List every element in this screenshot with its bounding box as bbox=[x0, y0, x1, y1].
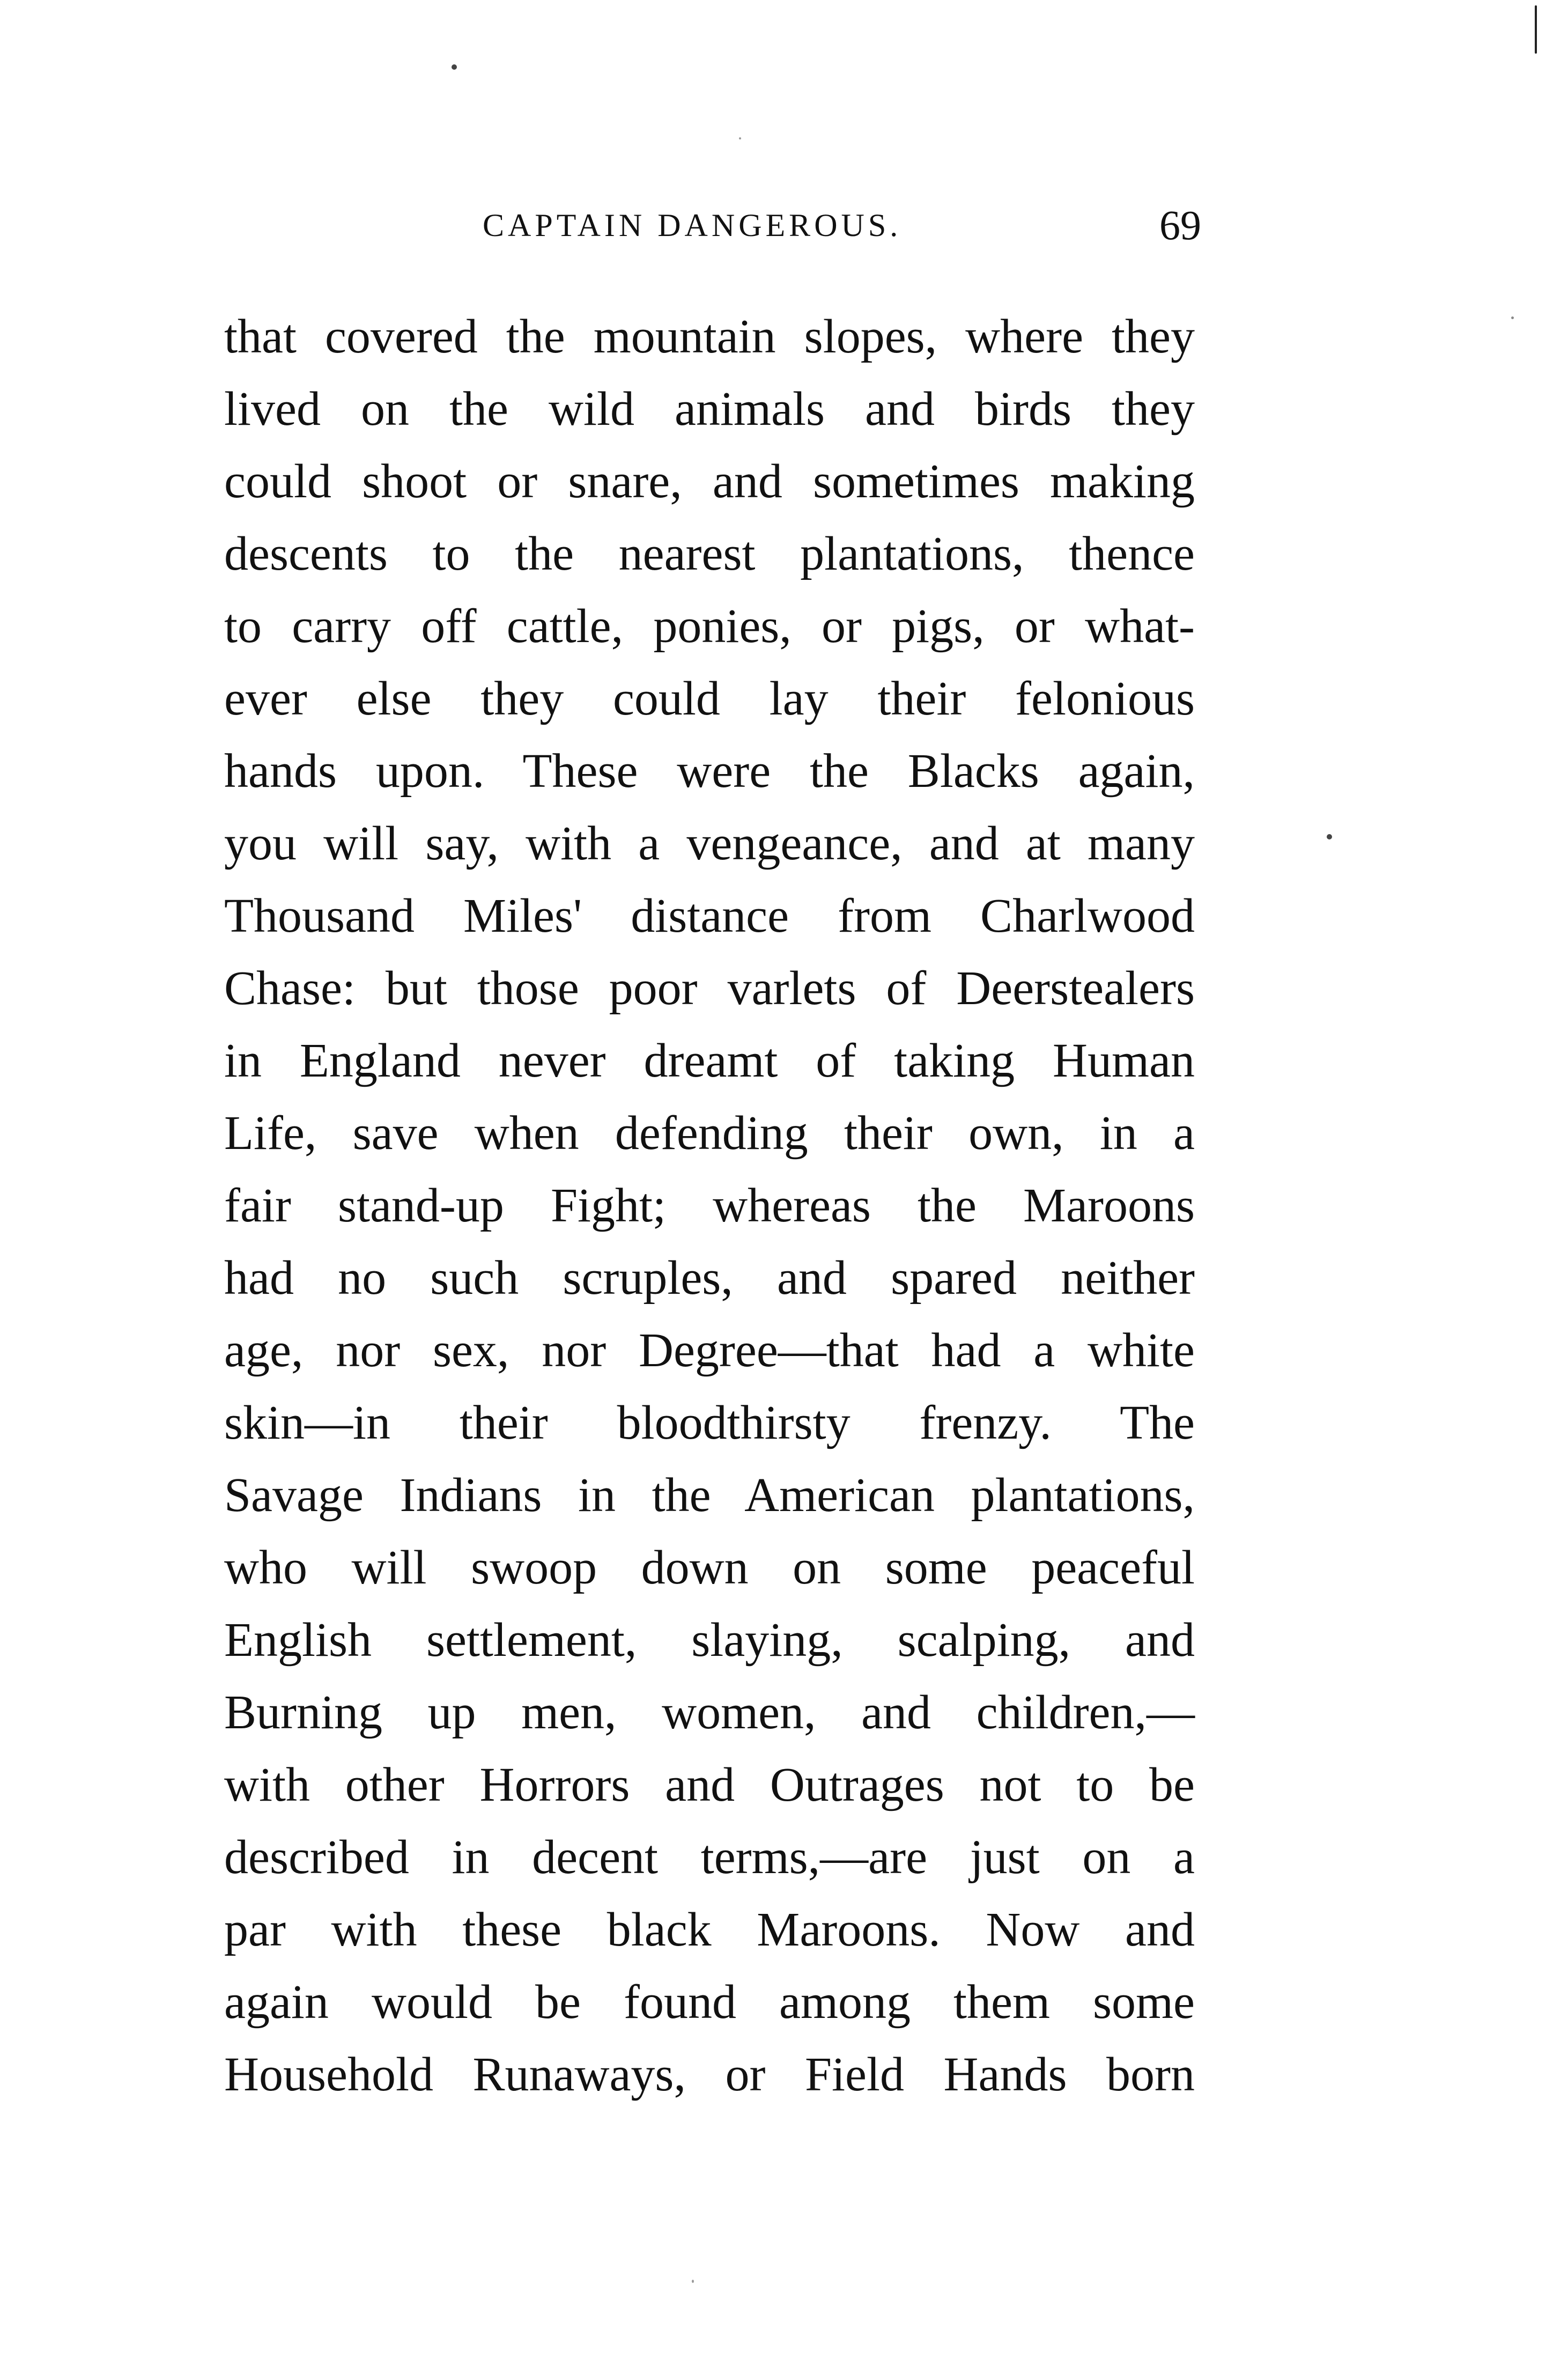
text-line: could shoot or snare, and sometimes making bbox=[224, 455, 1195, 508]
text-line: age, nor sex, nor Degree—that had a white bbox=[224, 1324, 1195, 1377]
running-title: CAPTAIN DANGEROUS. bbox=[483, 208, 902, 243]
text-line: who will swoop down on some peaceful bbox=[224, 1541, 1195, 1594]
text-line: Burning up men, women, and children,— bbox=[224, 1686, 1195, 1739]
text-line: English settlement, slaying, scalping, and bbox=[224, 1613, 1195, 1667]
text-line: par with these black Maroons. Now and bbox=[224, 1903, 1195, 1956]
text-line: Thousand Miles' distance from Charlwood bbox=[224, 889, 1195, 942]
text-line: to carry off cattle, ponies, or pigs, or what- bbox=[224, 600, 1195, 653]
body-text bbox=[224, 300, 1195, 2111]
text-line: Savage Indians in the American plantations, bbox=[224, 1469, 1195, 1522]
text-line: in England never dreamt of taking Human bbox=[224, 1034, 1195, 1087]
text-line: had no such scruples, and spared neither bbox=[224, 1251, 1195, 1305]
text-line: described in decent terms,—are just on a bbox=[224, 1831, 1195, 1884]
text-line: Chase: but those poor varlets of Deerstealers bbox=[224, 962, 1195, 1015]
text-line: hands upon. These were the Blacks again, bbox=[224, 745, 1195, 798]
scan-speck bbox=[1327, 834, 1332, 839]
text-line: that covered the mountain slopes, where they bbox=[224, 310, 1195, 363]
scan-speck bbox=[1511, 316, 1514, 319]
text-line: fair stand-up Fight; whereas the Maroons bbox=[224, 1179, 1195, 1232]
scan-speck bbox=[692, 2280, 694, 2283]
text-line: Household Runaways, or Field Hands born bbox=[224, 2048, 1195, 2101]
text-line: again would be found among them some bbox=[224, 1976, 1195, 2029]
text-line: Life, save when defending their own, in a bbox=[224, 1107, 1195, 1160]
text-line: you will say, with a vengeance, and at many bbox=[224, 817, 1195, 870]
page-number: 69 bbox=[1159, 202, 1201, 248]
text-line: lived on the wild animals and birds they bbox=[224, 382, 1195, 436]
running-head bbox=[225, 198, 1201, 252]
edge-mark bbox=[1535, 5, 1537, 54]
scan-speck bbox=[452, 64, 457, 70]
text-line: ever else they could lay their felonious bbox=[224, 672, 1195, 725]
text-line: descents to the nearest plantations, thence bbox=[224, 527, 1195, 580]
text-line: skin—in their bloodthirsty frenzy. The bbox=[224, 1396, 1195, 1449]
scan-speck bbox=[739, 137, 741, 139]
text-line: with other Horrors and Outrages not to be bbox=[224, 1758, 1195, 1811]
